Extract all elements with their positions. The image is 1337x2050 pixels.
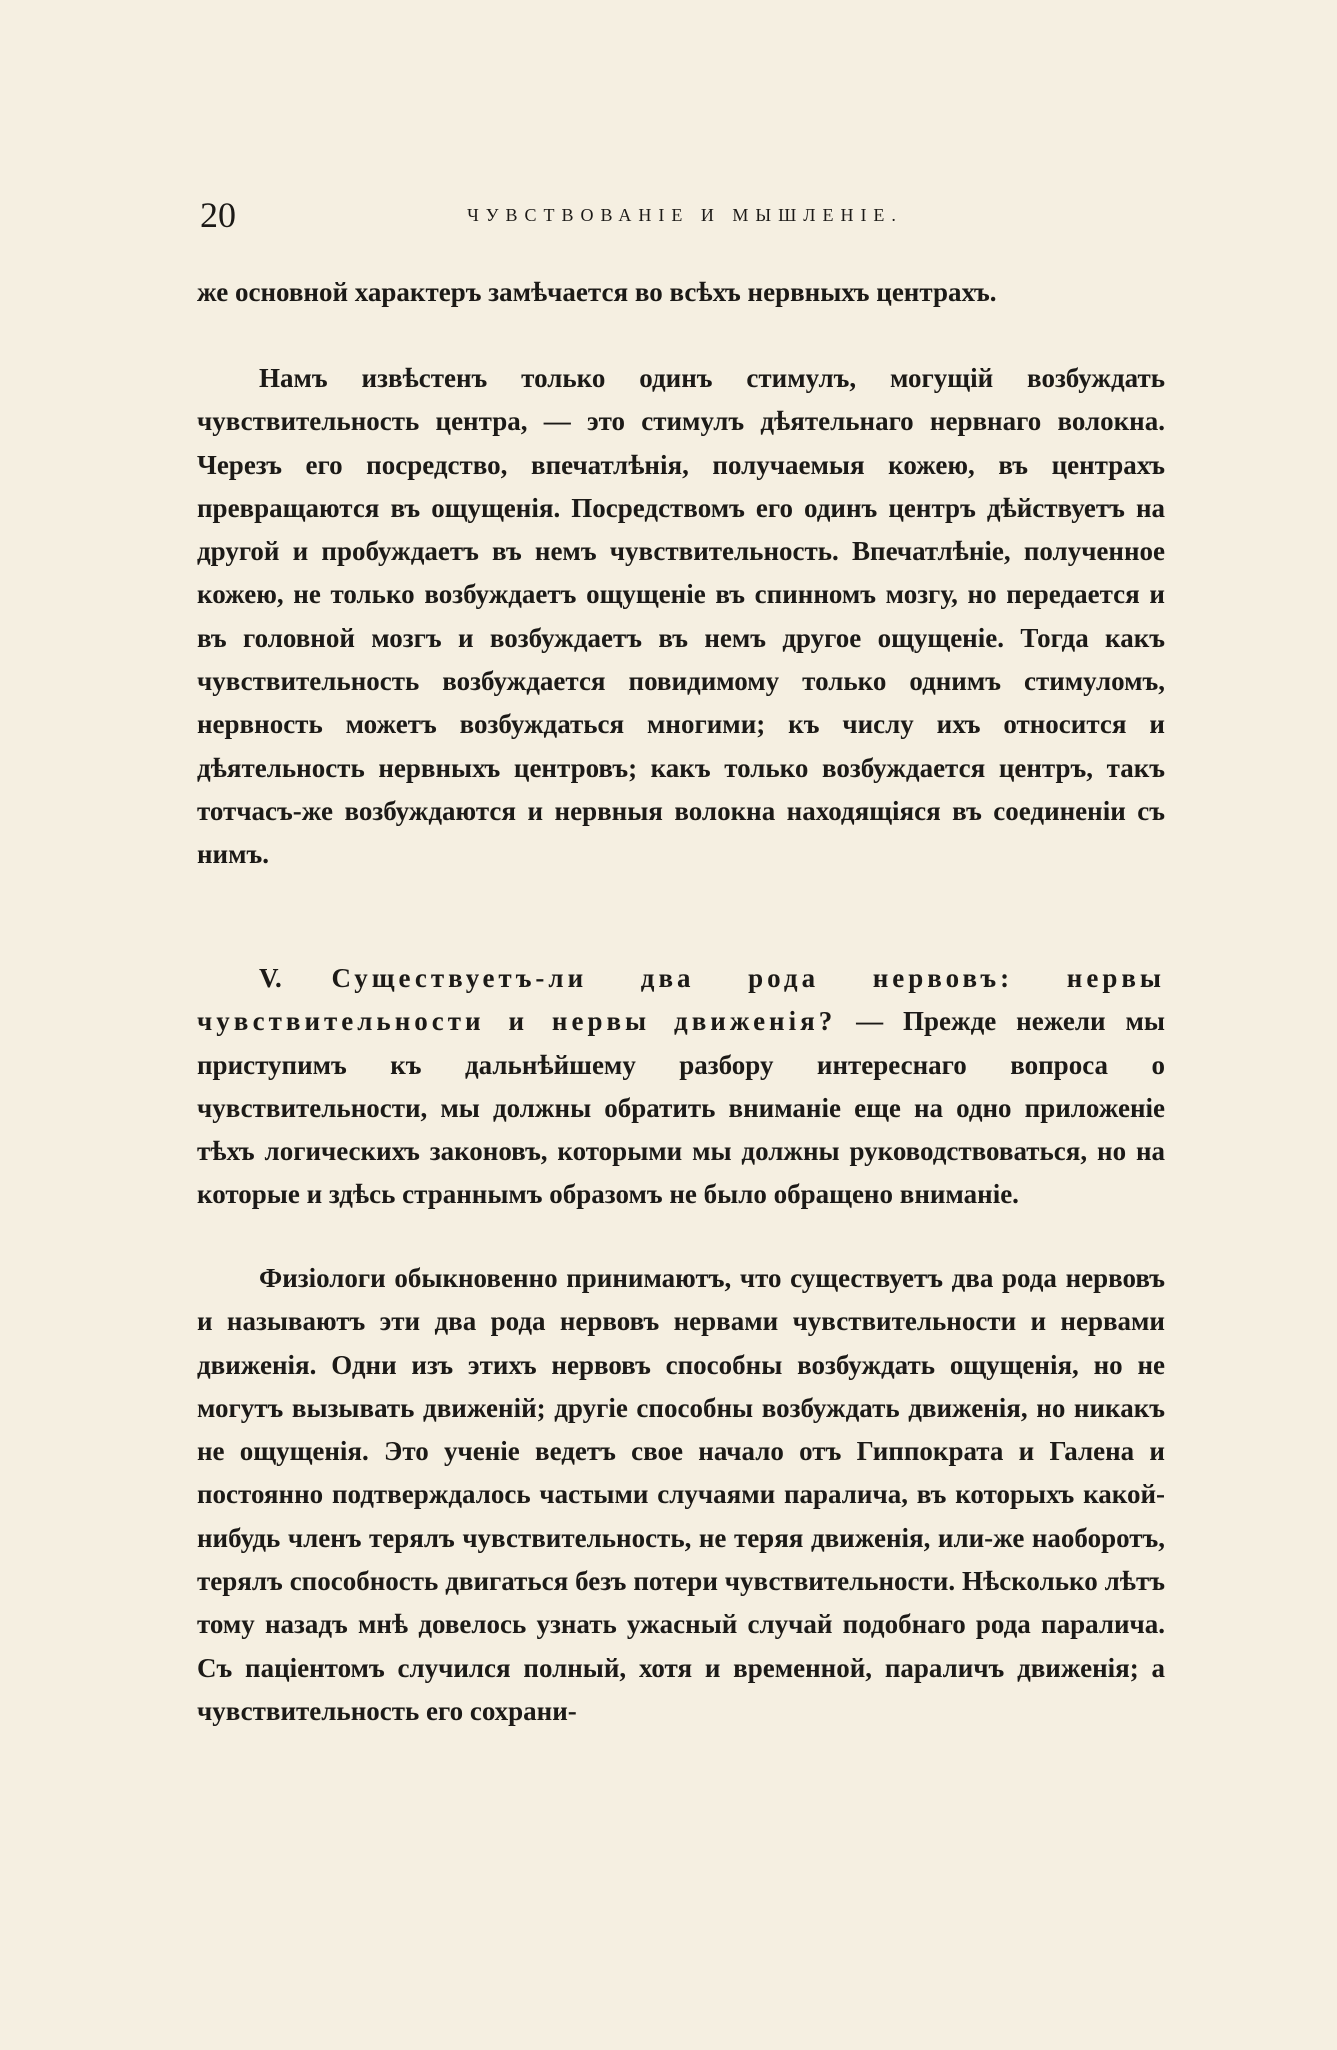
paragraph-text: же основной характеръ замѣчается во всѣхъ нервныхъ центрахъ. (197, 277, 997, 307)
paragraph-continuation (197, 271, 1165, 314)
paragraph-text: Физіологи обыкновенно принимаютъ, что существуетъ два рода нервовъ и называютъ эти два рода нервовъ нервами чувствительности и нервами движенія. Одни изъ этихъ нервовъ способны возбуждать ощущенія, но не могутъ вызывать движеній; другіе способны возбуждать движенія, но никакъ не ощущенія. Это ученіе ведетъ свое начало отъ Гиппократа и Галена и постоянно подтверждалось частыми случаями паралича, въ которыхъ какой-нибудь членъ терялъ чувствительность, не теряя движенія, или-же наоборотъ, терялъ способность двигаться безъ потери чувствительности. Нѣсколько лѣтъ тому назадъ мнѣ довелось узнать ужасный случай подобнаго рода паралича. Съ паціентомъ случился полный, хотя и временной, параличъ движенія; а чувствительность его сохрани- (197, 1263, 1165, 1726)
section-number: V. (259, 963, 282, 993)
running-title: ЧУВСТВОВАНІЕ И МЫШЛЕНІЕ. (467, 205, 903, 225)
section-five-paragraph (197, 957, 1165, 1217)
paragraph-text: — Прежде нежели мы приступимъ къ дальнѣйшему разбору интереснаго вопроса о чувствительности, мы должны обратить вниманіе еще на одно приложеніе тѣхъ логическихъ законовъ, которыми мы должны руководствоваться, но на которые и здѣсь страннымъ образомъ не было обращено вниманіе. (197, 1006, 1165, 1210)
section-heading: Существуетъ-ли два рода нервовъ: нервы чувствительности и нервы движенія? (197, 963, 1166, 1037)
paragraph-text: Намъ извѣстенъ только одинъ стимулъ, могущій возбуждать чувствительность центра, — это стимулъ дѣятельнаго нервнаго волокна. Черезъ его посредство, впечатлѣнія, получаемыя кожею, въ центрахъ превращаются въ ощущенія. Посредствомъ его одинъ центръ дѣйствуетъ на другой и пробуждаетъ въ немъ чувствительность. Впечатлѣніе, полученное кожею, не только возбуждаетъ ощущеніе въ спинномъ мозгу, но передается и въ головной мозгъ и возбуждаетъ въ немъ другое ощущеніе. Тогда какъ чувствительность возбуждается повидимому только однимъ стимуломъ, нервность можетъ возбуждаться многими; къ числу ихъ относится и дѣятельность нервныхъ центровъ; какъ только возбуждается центръ, такъ тотчасъ-же возбуждаются и нервныя волокна находящіяся въ соединеніи съ нимъ. (197, 363, 1165, 870)
paragraph-physiologists (197, 1257, 1165, 1733)
page-header (200, 190, 1170, 240)
page-number: 20 (200, 195, 236, 235)
paragraph-stimulus (197, 357, 1165, 877)
